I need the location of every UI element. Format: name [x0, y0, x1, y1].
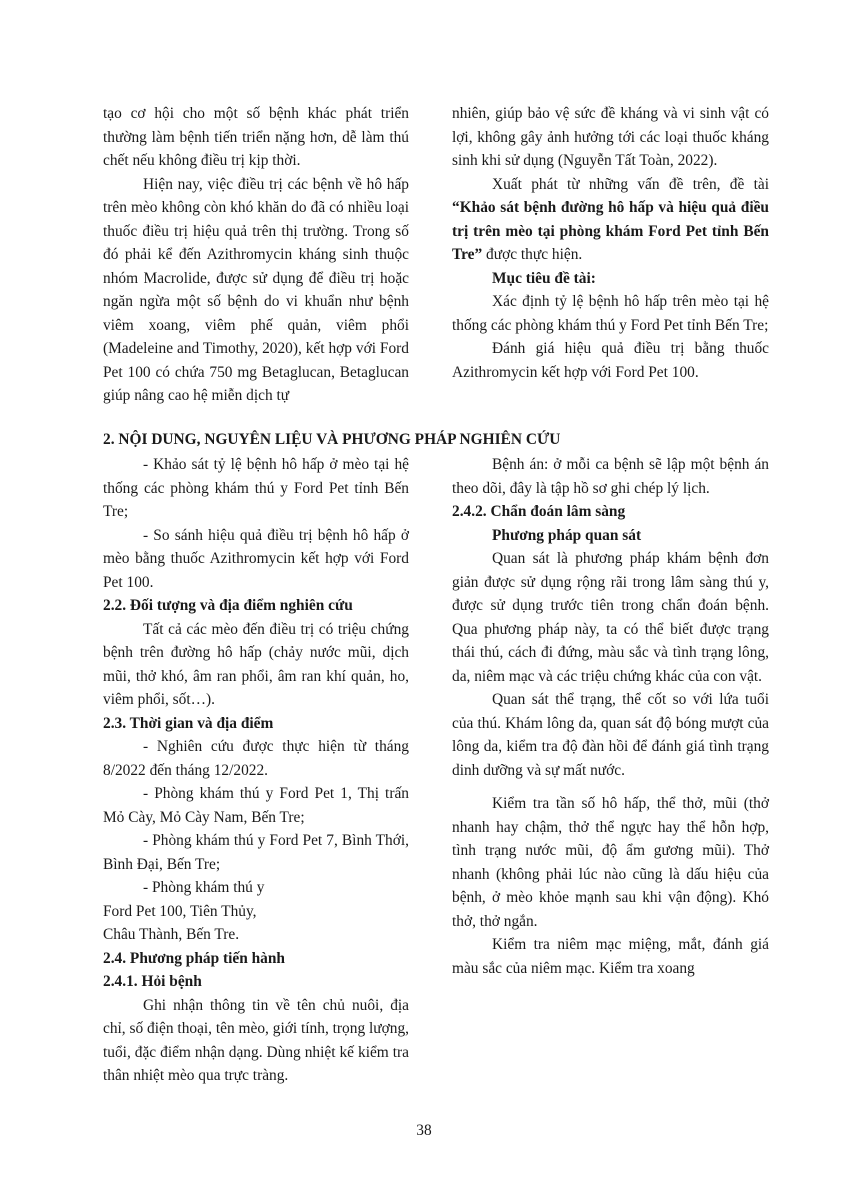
right-column-intro [452, 102, 769, 384]
objective-item: Đánh giá hiệu quả điều trị bằng thuốc Azithromycin kết hợp với Ford Pet 100. [452, 340, 769, 381]
paragraph: Kiểm tra niêm mạc miệng, mắt, đánh giá màu sắc của niêm mạc. Kiểm tra xoang [452, 936, 769, 977]
paragraph: nhiên, giúp bảo vệ sức đề kháng và vi sinh vật có lợi, không gây ảnh hưởng tới các loại thuốc kháng sinh khi sử dụng (Nguyễn Tất Toàn, 2022). [452, 105, 769, 169]
text-run: được thực hiện. [482, 246, 583, 263]
list-item-continued: Châu Thành, Bến Tre. [103, 926, 240, 943]
section-heading: 2. NỘI DUNG, NGUYÊN LIỆU VÀ PHƯƠNG PHÁP NGHIÊN CỨU [103, 431, 561, 448]
study-title: “Khảo sát bệnh đường hô hấp và hiệu quả điều trị trên mèo tại phòng khám Ford Pet tỉnh Bến Tre” [452, 199, 769, 263]
subsection-heading: 2.4. Phương pháp tiến hành [103, 949, 285, 967]
paragraph: tạo cơ hội cho một số bệnh khác phát triển thường làm bệnh tiến triển nặng hơn, dễ làm thú chết nếu không điều trị kịp thời. [103, 105, 409, 169]
subsection-heading: 2.4.1. Hỏi bệnh [103, 973, 202, 990]
method-heading: Phương pháp quan sát [492, 526, 642, 544]
paragraph: Quan sát thể trạng, thể cốt so với lứa tuổi của thú. Khám lông da, quan sát độ bóng mượt của lông da, kiểm tra độ đàn hồi để đánh giá tình trạng dinh dưỡng và sự mất nước. [452, 691, 769, 779]
subsection-heading: 2.4.2. Chẩn đoán lâm sàng [452, 503, 626, 520]
subsection-heading: 2.3. Thời gian và địa điểm [103, 714, 274, 732]
paragraph: Bệnh án: ở mỗi ca bệnh sẽ lập một bệnh án theo dõi, đây là tập hồ sơ ghi chép lý lịch. [452, 456, 769, 497]
list-item: - Phòng khám thú y Ford Pet 7, Bình Thới, Bình Đại, Bến Tre; [103, 832, 409, 873]
text-run: Xuất phát từ những vấn đề trên, đề tài [492, 175, 769, 193]
list-item: - Nghiên cứu được thực hiện từ tháng 8/2022 đến tháng 12/2022. [103, 738, 409, 779]
right-column-methods [452, 453, 769, 980]
list-item: - Phòng khám thú y Ford Pet 1, Thị trấn Mỏ Cày, Mỏ Cày Nam, Bến Tre; [103, 785, 409, 826]
paragraph: Ghi nhận thông tin về tên chủ nuôi, địa chỉ, số điện thoại, tên mèo, giới tính, trọng lượng, tuổi, đặc điểm nhận dạng. Dùng nhiệt kế kiểm tra thân nhiệt mèo qua trực tràng. [103, 996, 409, 1084]
objectives-heading: Mục tiêu đề tài: [492, 269, 596, 287]
paragraph: Tất cả các mèo đến điều trị có triệu chứng bệnh trên đường hô hấp (chảy nước mũi, dịch mũi, thở khó, âm ran phổi, âm ran khí quản, ho, viêm phổi, sốt…). [103, 620, 409, 708]
objective-item: Xác định tỷ lệ bệnh hô hấp trên mèo tại hệ thống các phòng khám thú y Ford Pet tỉnh Bến Tre; [452, 293, 769, 334]
paragraph-study-title [452, 173, 769, 267]
content-item: - So sánh hiệu quả điều trị bệnh hô hấp ở mèo bằng thuốc Azithromycin kết hợp với Ford Pet 100. [103, 526, 409, 591]
list-item-continued: Ford Pet 100, Tiên Thủy, [103, 902, 257, 920]
left-column-intro [103, 102, 409, 408]
paragraph: Hiện nay, việc điều trị các bệnh về hô hấp trên mèo không còn khó khăn do đã có nhiều loại thuốc điều trị hiệu quả trên thị trường. Trong số đó phải kể đến Azithromycin kháng sinh thuộc nhóm Macrolide, được sử dụng để điều trị hoặc ngăn ngừa một số bệnh do vi khuẩn như bệnh viêm xoang, viêm phế quản, viêm phổi (Madeleine and Timothy, 2020), kết hợp với Ford Pet 100 có chứa 750 mg Betaglucan, Betaglucan giúp nâng cao hệ miễn dịch tự [103, 175, 409, 404]
spacer [452, 782, 769, 792]
subsection-heading: 2.2. Đối tượng và địa điểm nghiên cứu [103, 597, 353, 614]
content-item: - Khảo sát tỷ lệ bệnh hô hấp ở mèo tại hệ thống các phòng khám thú y Ford Pet tỉnh Bến Tre; [103, 456, 409, 520]
page-number: 38 [416, 1122, 432, 1139]
paragraph: Quan sát là phương pháp khám bệnh đơn giản được sử dụng rộng rãi trong lâm sàng thú y, được sử dụng trước tiên trong chẩn đoán bệnh. Qua phương pháp này, ta có thể biết được trạng thái thú, cách đi đứng, màu sắc và tình trạng lông, da, niêm mạc và các triệu chứng khác của con vật. [452, 550, 769, 685]
paragraph: Kiểm tra tần số hô hấp, thể thở, mũi (thở nhanh hay chậm, thở thể ngực hay thể hỗn hợp, tình trạng nước mũi, độ ẩm gương mũi). Thở nhanh (không phải lúc nào cũng là dấu hiệu của bệnh, ở mèo khỏe mạnh sau khi vận động). Khó thở, thở ngắn. [452, 795, 769, 930]
list-item: - Phòng khám thú y [143, 879, 265, 896]
left-column-methods [103, 453, 409, 1088]
